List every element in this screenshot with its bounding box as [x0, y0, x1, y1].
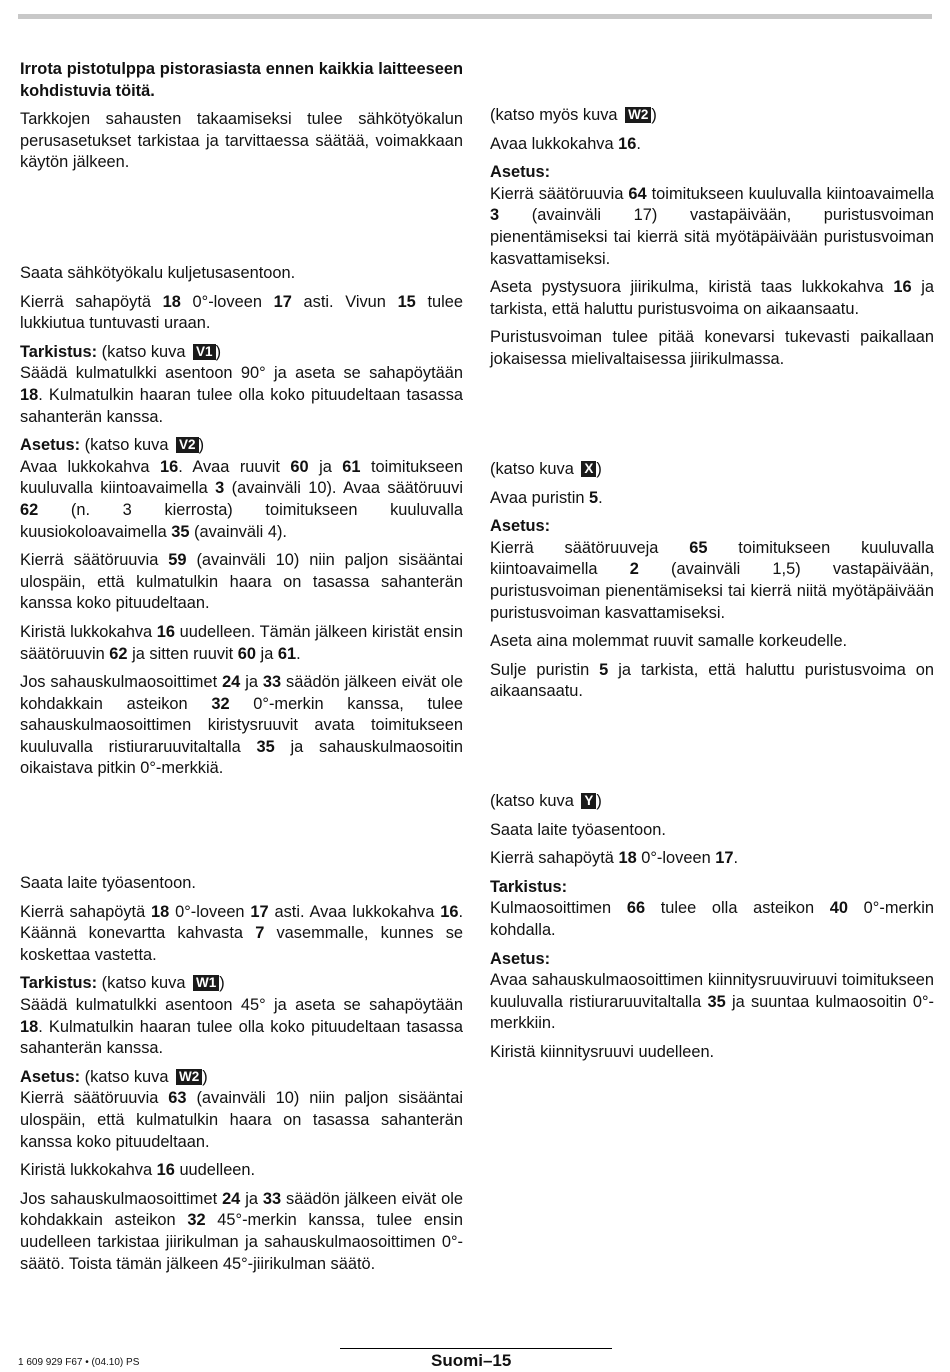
text: säädön jälkeen eivät ole kohdakkain asteikon [20, 1189, 463, 1230]
ref-number: 33 [262, 673, 282, 692]
paragraph [20, 1189, 463, 1275]
text: . [598, 488, 603, 507]
text: vasemmalle, kunnes se koskettaa vastetta. [20, 924, 464, 964]
text: ja sahauskulmaosoitin oikaistava pitkin 0°-merkkiä. [20, 737, 463, 778]
text: ja [256, 644, 278, 663]
ref-number: 60 [290, 457, 309, 476]
text: 0°-loveen [180, 292, 274, 311]
intro-block [20, 59, 463, 181]
footer-rule [340, 1348, 612, 1349]
text: Avaa lukkokahva [20, 457, 160, 476]
text: ) [651, 106, 657, 124]
ref-number: 35 [171, 522, 190, 541]
setting-label: Asetus: [490, 949, 551, 968]
check-paragraph [490, 877, 934, 942]
text: (avainväli 10) niin paljon sisääntai ulospäin, että kulmatulkin haara on tasassa sahanterän kanssa koko pituudeltaan. [20, 551, 463, 613]
text: (katso kuva [80, 1067, 174, 1086]
text: Avaa puristin [490, 488, 590, 507]
paragraph: Puristusvoiman tulee pitää konevarsi tukevasti paikallaan jokaisessa mielivaltaisessa jiirikulmassa. [490, 328, 934, 368]
paragraph [20, 672, 463, 780]
text: ) [596, 460, 602, 478]
setting-paragraph [20, 435, 463, 543]
setting-paragraph [20, 1067, 463, 1153]
ref-number: 17 [715, 849, 734, 868]
text: (avainväli 1,5) vastapäivään, puristusvoiman pienentämiseksi tai kierrä niitä myötäpäivään puristusvoiman kasvattamiseksi. [490, 560, 934, 622]
text: (katso kuva [97, 342, 191, 361]
paragraph [20, 622, 463, 665]
text: 0°-merkin kohdalla. [490, 899, 934, 939]
section-90-degree [20, 263, 463, 787]
text: ) [202, 1067, 208, 1086]
setting-label: Asetus: [490, 163, 551, 182]
text: ) [596, 792, 602, 810]
text: Kierrä säätöruuvia [490, 184, 629, 203]
paragraph: Aseta aina molemmat ruuvit samalle korkeudelle. [490, 632, 848, 651]
text: asti. Avaa lukkokahva [268, 902, 441, 921]
ref-number: 18 [20, 1017, 39, 1036]
safety-warning: Irrota pistotulppa pistorasiasta ennen kaikkia laitteeseen kohdistuvia töitä. [20, 60, 463, 100]
text: Kulmaosoittimen [490, 899, 627, 918]
text: . [296, 644, 301, 663]
figure-badge: V2 [176, 437, 199, 453]
paragraph: Kiristä kiinnitysruuvi uudelleen. [490, 1042, 715, 1061]
figure-badge: V1 [193, 344, 216, 360]
figure-badge: X [581, 461, 596, 477]
figure-badge: W2 [625, 107, 651, 123]
paragraph [20, 550, 463, 615]
figure-badge: W1 [193, 975, 219, 991]
ref-number: 5 [599, 660, 609, 679]
text: ja [240, 673, 263, 692]
page-label: Suomi–15 [431, 1351, 512, 1370]
text: toimitukseen kuuluvalla kiintoavaimella [490, 538, 934, 579]
setting-paragraph [490, 949, 934, 1035]
ref-number: 60 [237, 644, 256, 663]
text: . Kulmatulkin haaran tulee olla koko pituudeltaan tasassa sahanterän kanssa. [20, 1017, 463, 1058]
ref-number: 66 [626, 899, 646, 918]
text: ) [215, 342, 222, 361]
text: ja [308, 457, 343, 476]
ref-number: 15 [397, 292, 416, 311]
ref-number: 62 [20, 500, 39, 519]
text: Kierrä sahapöytä [20, 292, 163, 311]
text: Aseta pystysuora jiirikulma, kiristä taas lukkokahva [490, 278, 894, 297]
text: Säädä kulmatulkki asentoon 90° ja aseta se sahapöytään [20, 364, 463, 383]
ref-number: 63 [168, 1089, 187, 1108]
paragraph: Saata laite työasentoon. [20, 874, 196, 892]
text: tulee olla asteikon [645, 899, 830, 918]
ref-number: 16 [440, 902, 459, 921]
ref-number: 16 [159, 457, 179, 476]
text: . Käännä konevartta kahvasta [20, 902, 463, 943]
section-angle-indicator [490, 791, 934, 1071]
check-label: Tarkistus: [20, 974, 98, 993]
text: (katso kuva [80, 436, 174, 455]
ref-number: 17 [273, 292, 292, 311]
paragraph [490, 660, 934, 703]
text: Sulje puristin [490, 660, 600, 679]
paragraph: Saata laite työasentoon. [490, 820, 666, 839]
text: uudelleen. [174, 1161, 256, 1180]
ref-number: 18 [151, 902, 170, 921]
ref-number: 16 [893, 278, 912, 297]
text: 0°-merkin kanssa, tulee sahauskulmaosoittimen kiristysruuvit avata toimitukseen kuuluvalla ristiuraruuvitaltalla [20, 694, 464, 756]
figure-reference [490, 791, 934, 813]
paragraph [20, 902, 463, 967]
ref-number: 62 [109, 644, 128, 663]
text: (avainväli 17) vastapäivään, puristusvoiman pienentämiseksi tai kierrä sitä myötäpäivään puristusvoiman kasvattamiseksi. [490, 206, 934, 268]
text: toimitukseen kuuluvalla kiintoavaimella [20, 457, 463, 498]
ref-number: 61 [342, 457, 361, 476]
text: . Kulmatulkin haaran tulee olla koko pituudeltaan tasassa sahanterän kanssa. [20, 385, 463, 426]
text: Kierrä säätöruuvia [20, 551, 169, 570]
ref-number: 16 [618, 134, 637, 153]
figure-badge: W2 [176, 1069, 202, 1085]
ref-number: 32 [211, 694, 230, 713]
ref-number: 35 [707, 992, 726, 1011]
text: Kierrä säätöruuveja [490, 538, 690, 557]
ref-number: 18 [162, 292, 181, 311]
ref-number: 61 [277, 644, 297, 663]
text: Avaa lukkokahva [490, 134, 619, 153]
setting-label: Asetus: [20, 1067, 81, 1086]
text: Kiristä lukkokahva [20, 1161, 157, 1180]
ref-number: 35 [256, 737, 275, 756]
figure-badge: Y [581, 793, 596, 809]
text: . [733, 849, 739, 868]
ref-number: 18 [618, 849, 637, 868]
ref-number: 33 [262, 1189, 282, 1208]
text: Kierrä sahapöytä [20, 902, 152, 921]
top-rule [18, 14, 932, 19]
text: Kiristä lukkokahva [20, 622, 157, 641]
ref-number: 59 [168, 551, 187, 570]
ref-number: 7 [255, 924, 265, 943]
ref-number: 32 [187, 1211, 206, 1230]
ref-number: 5 [589, 488, 599, 507]
text: (katso myös kuva [490, 106, 623, 124]
paragraph [490, 277, 934, 320]
section-clamping-force-arm [490, 105, 934, 378]
check-paragraph [20, 342, 463, 428]
text: toimitukseen kuuluvalla kiintoavaimella [646, 184, 934, 203]
paragraph [490, 488, 934, 510]
paragraph [20, 1160, 463, 1182]
text: (avainväli 10). Avaa säätöruuvi [224, 479, 463, 498]
ref-number: 16 [156, 1161, 175, 1180]
text: Avaa sahauskulmaosoittimen kiinnitysruuviruuvi toimitukseen kuuluvalla ristiuraruuvitaltalla [490, 971, 934, 1011]
text: (n. 3 kierrosta) toimitukseen kuuluvalla kuusiokoloavaimella [20, 500, 463, 541]
text: Jos sahauskulmaosoittimet [20, 673, 223, 692]
text: Kierrä sahapöytä [490, 849, 619, 868]
ref-number: 24 [222, 1189, 241, 1208]
intro-paragraph: Tarkkojen sahausten takaamiseksi tulee sähkötyökalun perusasetukset tarkistaa ja tarvittaessa säätää, voimakkaan käytön jälkeen. [20, 110, 463, 172]
text: ja tarkista, että haluttu puristusvoima on aikaansaatu. [490, 660, 934, 701]
check-label: Tarkistus: [20, 342, 98, 361]
paragraph [490, 134, 934, 156]
text: 0°-loveen [169, 902, 251, 921]
text: (katso kuva [97, 974, 191, 993]
text: (katso kuva [490, 460, 579, 478]
text: ) [198, 436, 205, 455]
text: (katso kuva [490, 792, 579, 810]
text: Kierrä säätöruuvia [20, 1089, 169, 1108]
ref-number: 3 [490, 206, 500, 225]
ref-number: 17 [250, 902, 269, 921]
document-code: 1 609 929 F67 • (04.10) PS [18, 1357, 140, 1368]
paragraph: Saata sähkötyökalu kuljetusasentoon. [20, 264, 296, 282]
check-paragraph [20, 973, 463, 1059]
text: uudelleen. Tämän jälkeen kiristät ensin säätöruuvin [20, 622, 463, 663]
ref-number: 3 [215, 479, 225, 498]
setting-label: Asetus: [20, 436, 81, 455]
text: ja sitten ruuvit [127, 644, 238, 663]
text: ja suuntaa kulmaosoitin 0°-merkkiin. [490, 992, 934, 1033]
ref-number: 65 [689, 538, 708, 557]
text: (avainväli 10) niin paljon sisääntai ulospäin, että kulmatulkin haara on tasassa sahanterän kanssa koko pituudeltaan. [20, 1089, 463, 1151]
ref-number: 64 [628, 184, 647, 203]
setting-paragraph [490, 516, 934, 624]
text: säädön jälkeen eivät ole kohdakkain asteikon [20, 673, 463, 713]
text: ja tarkista, että haluttu puristusvoima on aikaansaatu. [490, 278, 934, 318]
ref-number: 16 [156, 622, 176, 641]
text: . [636, 134, 641, 153]
text: Säädä kulmatulkki asentoon 45° ja aseta se sahapöytään [20, 995, 463, 1014]
paragraph [20, 292, 463, 335]
text: tulee lukkiutua tuntuvasti uraan. [20, 292, 463, 333]
figure-reference [490, 459, 934, 481]
text: . Avaa ruuvit [178, 457, 291, 476]
setting-label: Asetus: [490, 517, 551, 536]
figure-reference [490, 105, 934, 127]
section-45-degree [20, 873, 463, 1282]
section-clamp-adjust [490, 459, 934, 710]
paragraph [490, 848, 934, 870]
text: 45°-merkin kanssa, tulee ensin uudelleen tarkistaa jiirikulman ja sahauskulmaosoittimen 0°-säätö. Toista tämän jälkeen 45°-jiirikulman säätö. [20, 1211, 463, 1273]
ref-number: 24 [222, 673, 241, 692]
text: 0°-loveen [636, 849, 716, 868]
text: (avainväli 4). [189, 522, 287, 541]
ref-number: 40 [829, 899, 849, 918]
check-label: Tarkistus: [490, 877, 568, 896]
text: ) [219, 974, 225, 993]
ref-number: 2 [629, 560, 639, 579]
text: Jos sahauskulmaosoittimet [20, 1189, 223, 1208]
text: asti. Vivun [291, 292, 398, 311]
setting-paragraph [490, 162, 934, 270]
ref-number: 18 [20, 385, 39, 404]
text: ja [240, 1189, 263, 1208]
